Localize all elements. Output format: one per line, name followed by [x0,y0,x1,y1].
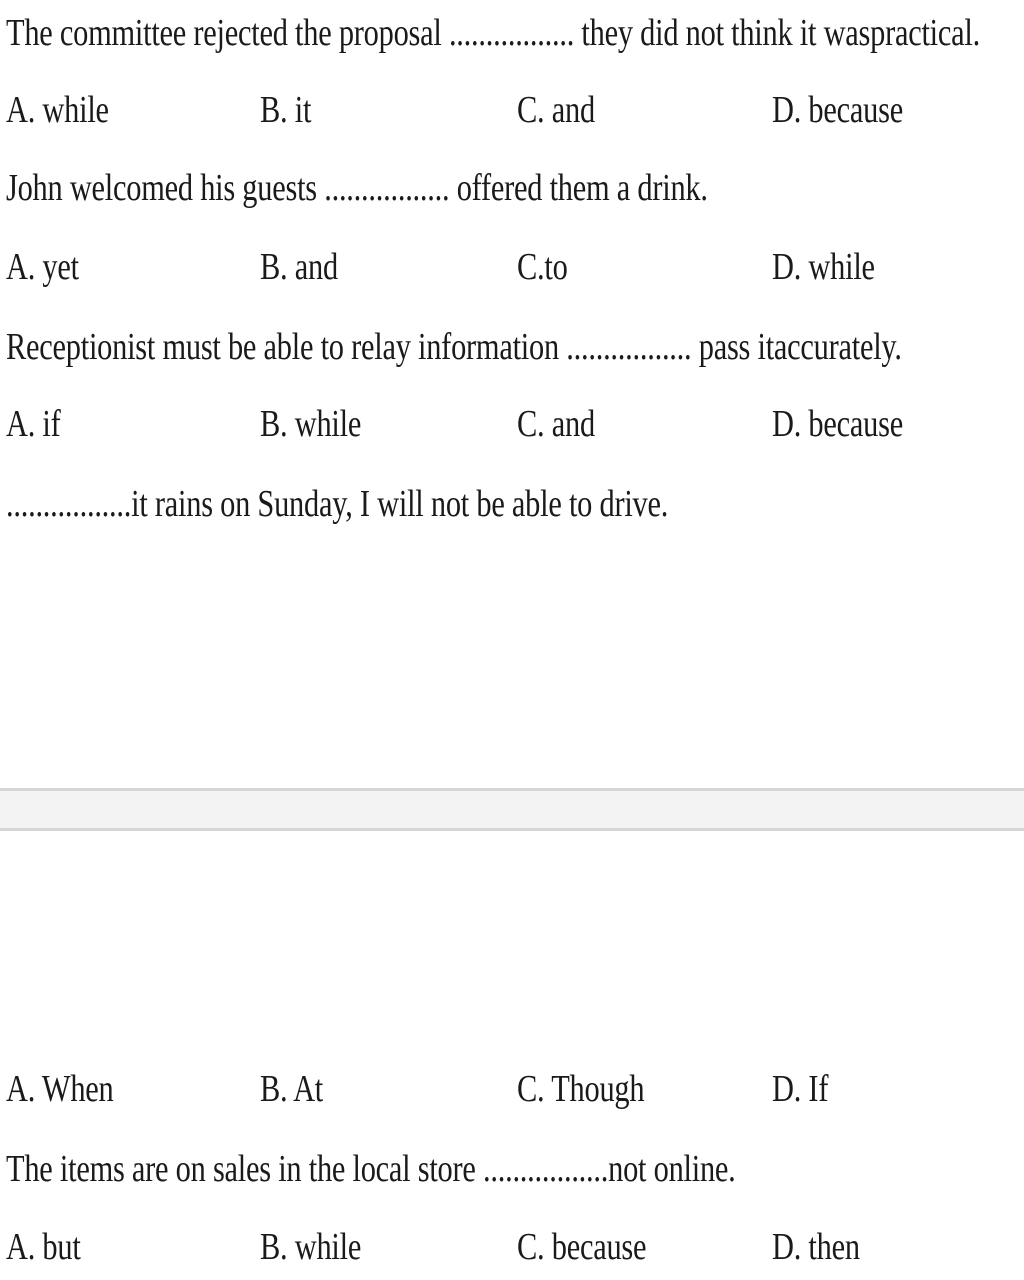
question-4-option-c[interactable]: C. Though [517,1068,645,1110]
question-3-text: Receptionist must be able to relay information ................. pass itaccurately. [6,326,902,368]
question-3-option-d[interactable]: D. because [772,403,903,445]
question-2-option-a[interactable]: A. yet [6,246,79,288]
question-3-option-c[interactable]: C. and [517,403,595,445]
question-1-option-c[interactable]: C. and [517,89,595,131]
question-4-text: .................it rains on Sunday, I will not be able to drive. [6,483,669,525]
question-4-option-d[interactable]: D. If [772,1068,829,1110]
question-3-option-a[interactable]: A. if [6,403,61,445]
question-2-option-c[interactable]: C.to [517,246,568,288]
question-5-option-c[interactable]: C. because [517,1226,647,1268]
question-5-option-b[interactable]: B. while [260,1226,362,1268]
question-1-option-d[interactable]: D. because [772,89,903,131]
question-1-text: The committee rejected the proposal ................. they did not think it waspractical. [6,12,980,54]
question-5-option-d[interactable]: D. then [772,1226,860,1268]
question-2-option-b[interactable]: B. and [260,246,338,288]
question-3-option-b[interactable]: B. while [260,403,362,445]
question-5-option-a[interactable]: A. but [6,1226,81,1268]
question-1-option-a[interactable]: A. while [6,89,109,131]
section-divider [0,788,1024,831]
question-4-option-b[interactable]: B. At [260,1068,323,1110]
question-5-text: The items are on sales in the local store .................not online. [6,1148,736,1190]
question-1-option-b[interactable]: B. it [260,89,312,131]
question-2-option-d[interactable]: D. while [772,246,875,288]
question-4-option-a[interactable]: A. When [6,1068,114,1110]
question-2-text: John welcomed his guests ................. offered them a drink. [6,167,708,209]
